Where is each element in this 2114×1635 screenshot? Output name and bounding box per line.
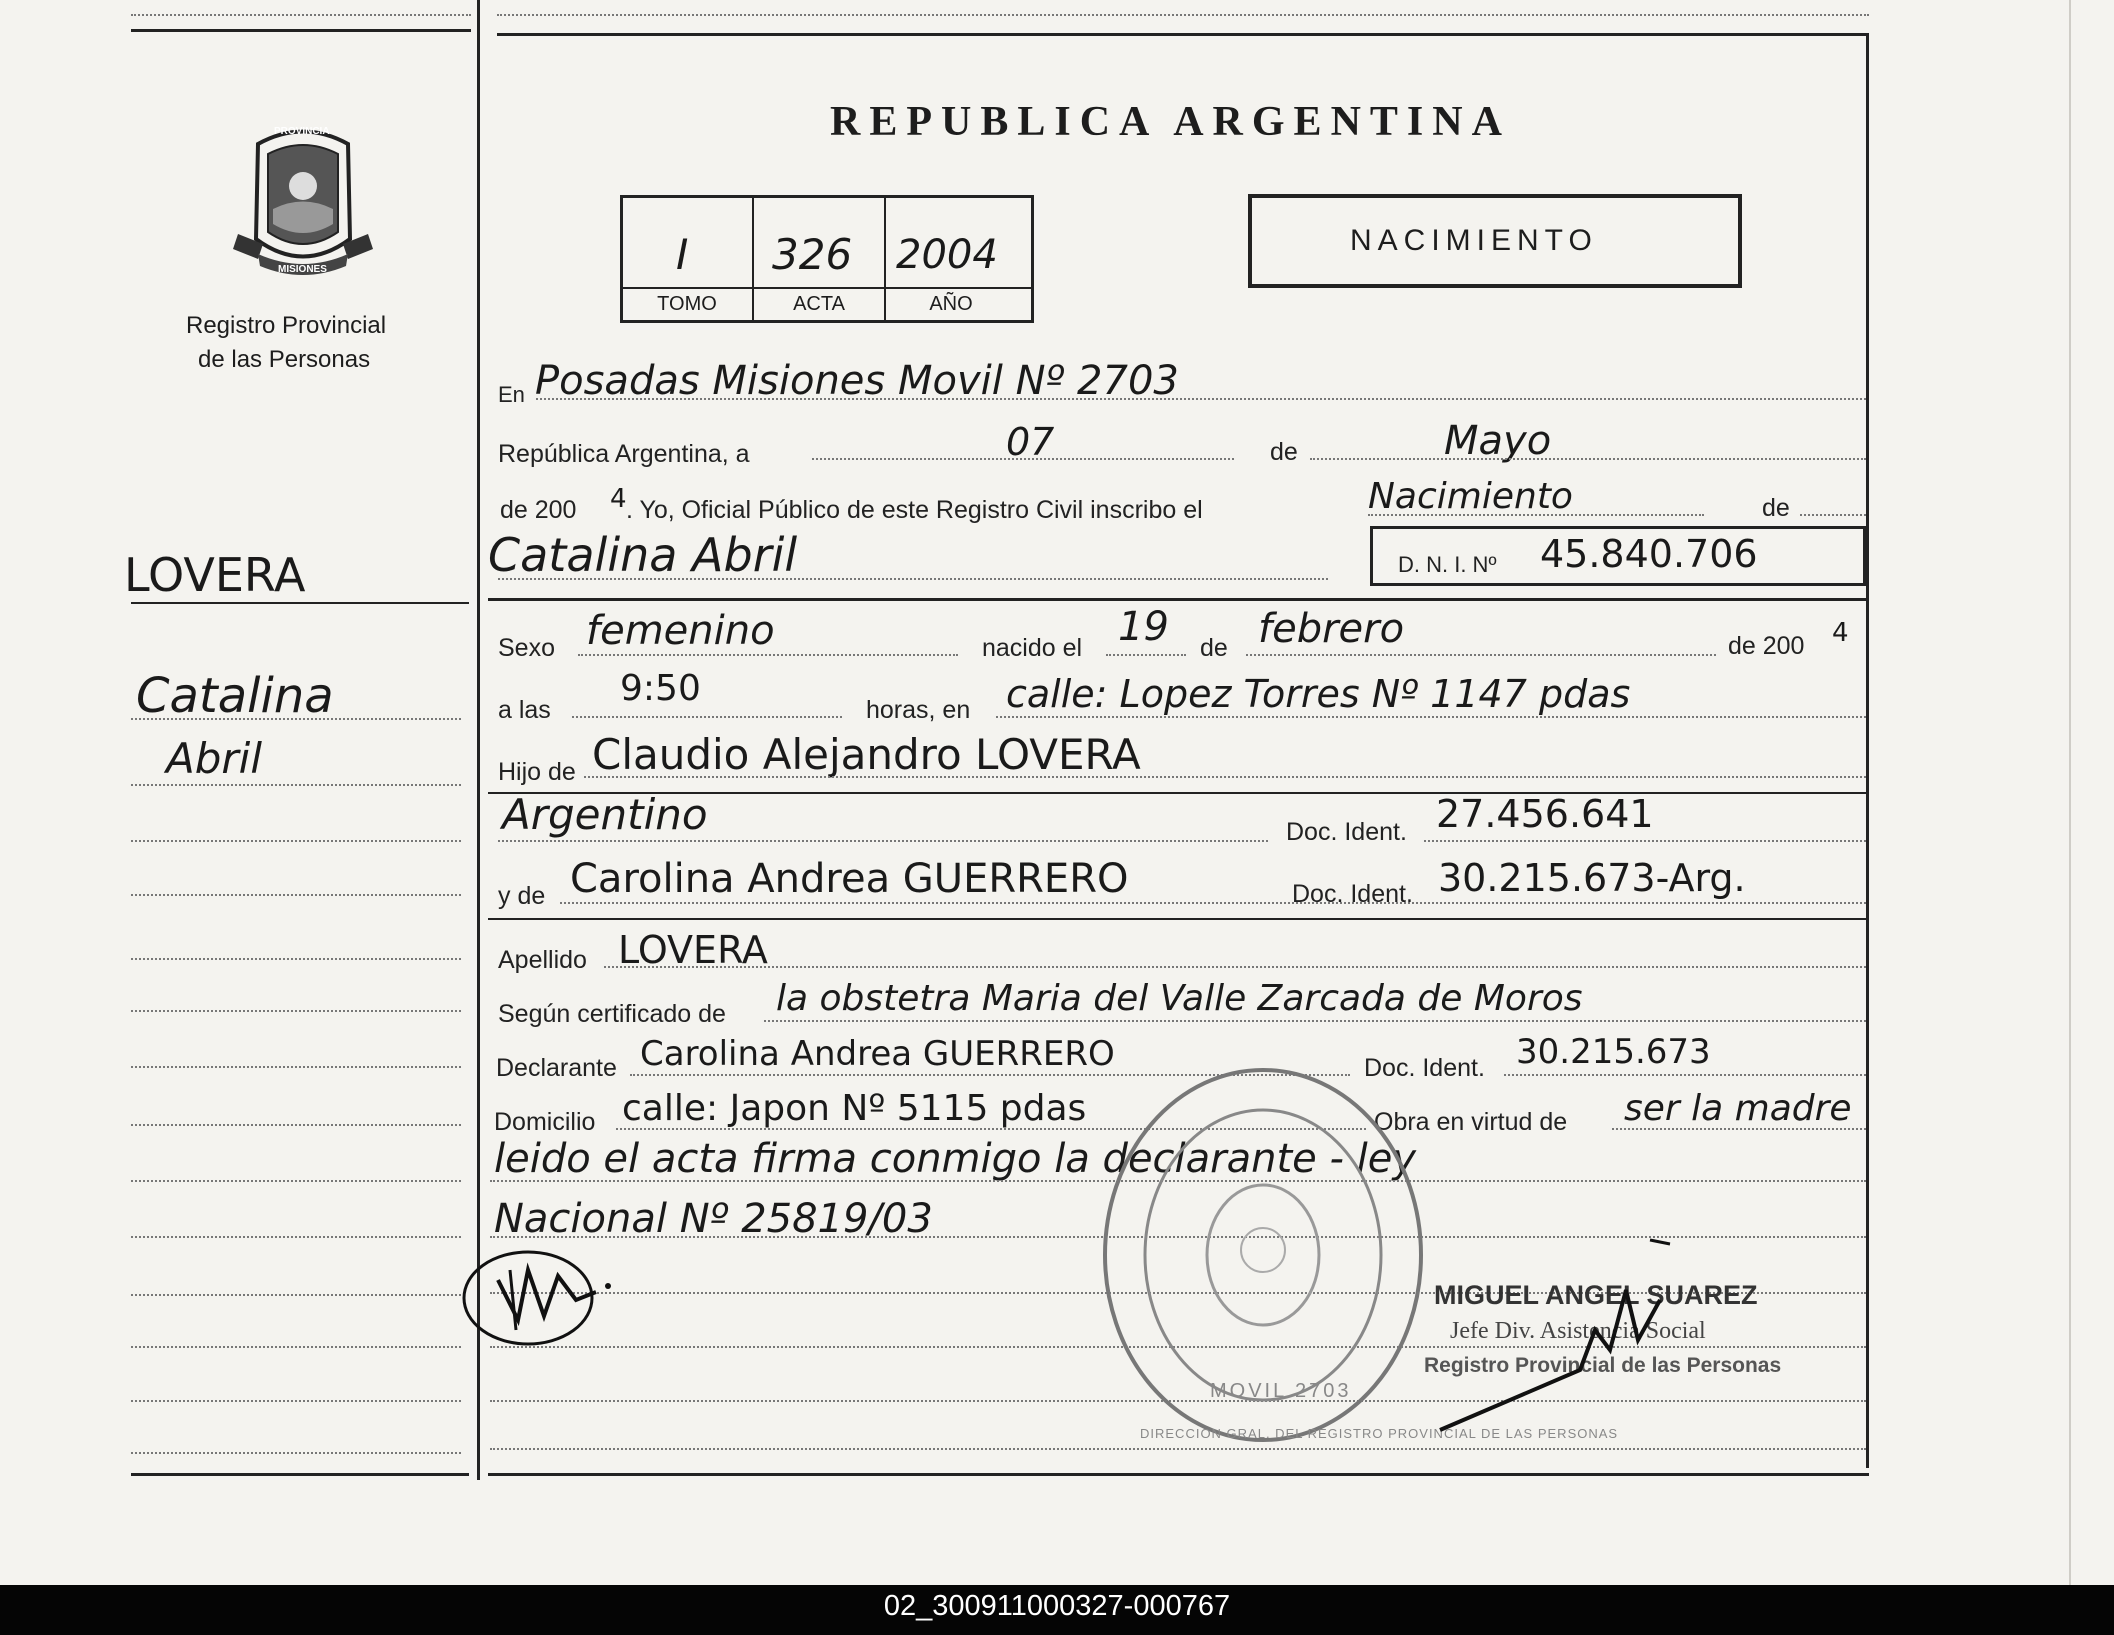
father-doc: 27.456.641 — [1436, 792, 1654, 836]
margin-rule — [131, 1124, 461, 1126]
page-edge — [2069, 0, 2071, 1585]
birth-day: 19 — [1118, 604, 1169, 650]
month-rule — [1310, 458, 1866, 460]
left-column-top-rule — [131, 29, 471, 32]
act-value: Nacimiento — [1368, 476, 1573, 517]
form-right-border — [1866, 33, 1869, 1468]
official-signature — [1430, 1230, 1680, 1440]
sexo-rule — [578, 654, 958, 656]
de-label-3: de — [1200, 634, 1228, 662]
time-rule — [572, 716, 842, 718]
section-rule-1 — [488, 598, 1866, 601]
misiones-coat-of-arms-icon — [228, 124, 378, 284]
day-rule — [812, 458, 1234, 460]
official-name: MIGUEL ANGEL SUAREZ — [1434, 1280, 1758, 1310]
doc-label-mother: Doc. Ident. — [1292, 880, 1413, 908]
margin-rule — [131, 1346, 461, 1348]
official-title: Jefe Div. Asistencia Social — [1450, 1318, 1706, 1344]
a-las-label: a las — [498, 696, 551, 724]
father-nationality: Argentino — [502, 790, 708, 839]
mother-rule — [560, 902, 1866, 904]
mother-name: Carolina Andrea GUERRERO — [570, 856, 1129, 902]
dni-label: D. N. I. Nº — [1398, 552, 1497, 577]
form-top-rule — [497, 33, 1869, 36]
act-rule — [1368, 514, 1704, 516]
republica-label: República Argentina, a — [498, 440, 750, 468]
registry-name-line1: Registro Provincial — [186, 312, 387, 339]
margin-rule — [131, 1294, 461, 1296]
apellido-rule — [604, 966, 1866, 968]
certificado-rule — [764, 1020, 1866, 1022]
year-prefix: de 200 — [500, 496, 577, 524]
continuation-line-a: leido el acta firma conmigo la declarante - ley — [494, 1136, 1417, 1182]
margin-rule — [131, 718, 461, 720]
birth-month: febrero — [1258, 606, 1405, 652]
registration-day: 07 — [1006, 420, 1055, 464]
sexo-label: Sexo — [498, 634, 555, 662]
father-rule — [584, 776, 1866, 778]
country-title: REPUBLICA ARGENTINA — [830, 99, 1511, 145]
child-name: Catalina Abril — [488, 528, 798, 582]
father-name: Claudio Alejandro LOVERA — [592, 730, 1141, 779]
registration-month: Mayo — [1444, 418, 1552, 464]
birth-day-rule — [1106, 654, 1186, 656]
de-label: de — [1270, 438, 1298, 466]
registry-name-line2: de las Personas — [198, 346, 371, 373]
top-dotted-rule-right — [497, 14, 1869, 16]
continuation-line-b: Nacional Nº 25819/03 — [494, 1196, 933, 1242]
emblem-bottom-text: MISIONES — [278, 264, 327, 275]
margin-rule — [131, 1010, 461, 1012]
scan-id: 02_300911000327-000767 — [883, 1590, 1231, 1622]
margin-rule — [131, 958, 461, 960]
margin-rule — [131, 784, 461, 786]
margin-rule — [131, 1180, 461, 1182]
de-rule — [1800, 514, 1866, 516]
acta-label: ACTA — [793, 293, 845, 315]
declarant-signature — [458, 1230, 628, 1350]
place-value: Posadas Misiones Movil Nº 2703 — [535, 358, 1179, 404]
hijo-label: Hijo de — [498, 758, 576, 786]
act-type-label: NACIMIENTO — [1350, 224, 1598, 257]
obra-rule — [1612, 1128, 1866, 1130]
margin-surname: LOVERA — [124, 548, 306, 602]
certificado-value: la obstetra Maria del Valle Zarcada de Moros — [776, 978, 1583, 1019]
obra-label: Obra en virtud de — [1374, 1108, 1568, 1136]
margin-rule — [131, 840, 461, 842]
stamp-inner-text: MOVIL 2703 — [1210, 1380, 1352, 1402]
segun-label: Según certificado de — [498, 1000, 726, 1028]
tomo-label: TOMO — [657, 293, 717, 315]
birth-year-prefix: de 200 — [1728, 632, 1805, 660]
birth-place-rule — [996, 716, 1866, 718]
en-label: En — [498, 382, 525, 407]
year-suffix: 4 — [610, 484, 627, 514]
sexo-value: femenino — [586, 608, 775, 654]
official-office: Registro Provincial de las Personas — [1424, 1354, 1782, 1377]
father-doc-rule — [1424, 840, 1866, 842]
margin-rule — [131, 894, 461, 896]
margin-rule — [131, 1400, 461, 1402]
birth-place: calle: Lopez Torres Nº 1147 pdas — [1006, 672, 1631, 716]
margin-surname-rule — [131, 602, 469, 604]
emblem-top-text: PROVINCIA — [274, 126, 330, 137]
stamp-ring-text: DIRECCION GRAL. DEL REGISTRO PROVINCIAL DE LAS PERSONAS — [1140, 1426, 1619, 1441]
birth-month-rule — [1246, 654, 1716, 656]
declarante-label: Declarante — [496, 1054, 617, 1082]
doc-label-father: Doc. Ident. — [1286, 818, 1407, 846]
declarante-value: Carolina Andrea GUERRERO — [640, 1034, 1115, 1074]
apellido-value: LOVERA — [618, 928, 768, 972]
declarante-doc-rule — [1504, 1074, 1866, 1076]
margin-rule — [131, 1066, 461, 1068]
ref-table-label-rule — [620, 287, 1034, 289]
acta-value: 326 — [772, 230, 853, 279]
left-column-bottom-rule — [131, 1473, 469, 1476]
birth-time: 9:50 — [620, 668, 701, 709]
apellido-label: Apellido — [498, 946, 587, 974]
ano-label: AÑO — [929, 293, 973, 315]
father-nationality-rule — [498, 840, 1268, 842]
top-dotted-rule-left — [131, 14, 471, 16]
y-de-label: y de — [498, 882, 546, 910]
officer-statement: . Yo, Oficial Público de este Registro Civil inscribo el — [626, 496, 1203, 524]
birth-year-suffix: 4 — [1832, 618, 1849, 648]
tomo-value: I — [676, 230, 689, 279]
domicilio-label: Domicilio — [494, 1108, 596, 1136]
horas-label: horas, en — [866, 696, 971, 724]
domicilio-value: calle: Japon Nº 5115 pdas — [622, 1088, 1087, 1129]
dni-value: 45.840.706 — [1540, 532, 1758, 576]
form-bottom-rule — [488, 1473, 1869, 1476]
margin-given-2: Abril — [166, 734, 262, 783]
de-label-2: de — [1762, 494, 1790, 522]
nacido-label: nacido el — [982, 634, 1083, 662]
margin-rule — [131, 1452, 461, 1454]
margin-rule — [131, 1236, 461, 1238]
declarante-doc: 30.215.673 — [1516, 1032, 1711, 1072]
section-rule-3 — [488, 918, 1866, 920]
margin-given-1: Catalina — [136, 668, 334, 724]
obra-value: ser la madre — [1624, 1088, 1852, 1129]
ano-value: 2004 — [896, 232, 998, 278]
mother-doc: 30.215.673-Arg. — [1438, 856, 1746, 900]
child-name-rule — [498, 578, 1328, 580]
doc-label-declarante: Doc. Ident. — [1364, 1054, 1485, 1082]
place-rule — [536, 398, 1866, 400]
